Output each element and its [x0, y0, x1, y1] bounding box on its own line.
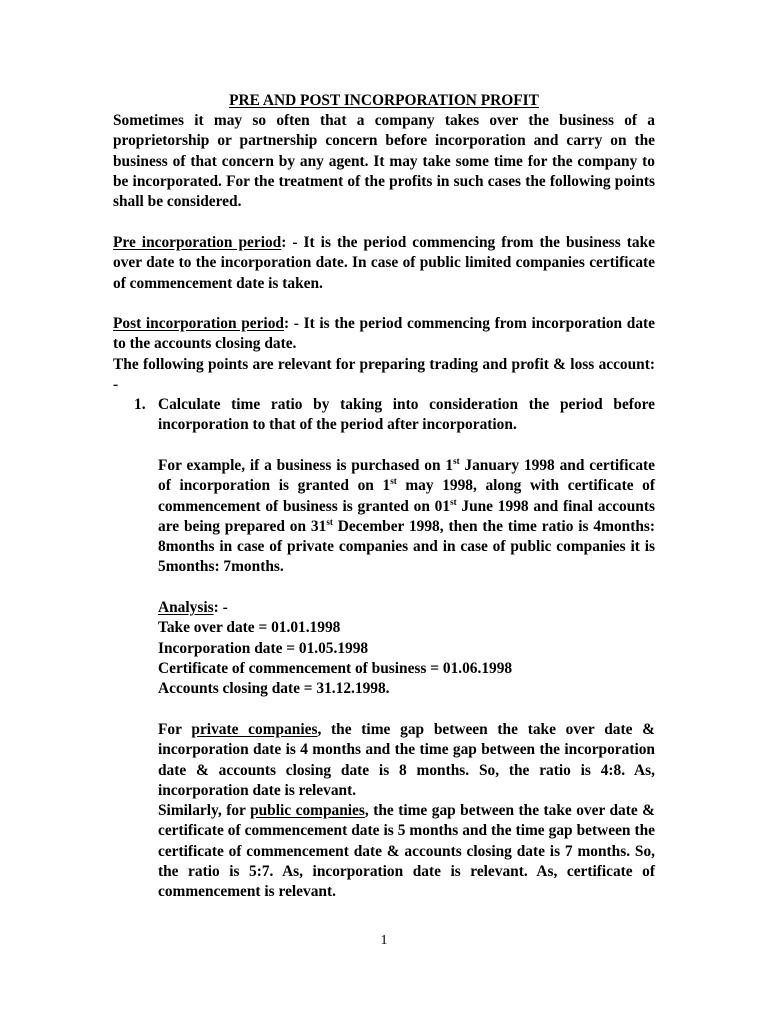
relevant-points-intro — [113, 355, 655, 396]
analysis-take-over: Take over date = 01.01.1998 — [158, 619, 341, 637]
private-text: , the time gap between the take over date & incorporation date is 4 months and the time gap between the incorporation date & accounts closing date is 8 months. So, the ratio is 4:8. As, incorporation date is relevant. — [158, 721, 655, 799]
post-period-definition: : - It is the period commencing from incorporation date to the accounts closing date. — [113, 315, 655, 353]
ordinal-suffix: st — [390, 476, 397, 487]
public-lead: Similarly, for — [158, 802, 251, 819]
point-1-paragraph — [158, 395, 655, 436]
example-text-5: December 1998, then the time ratio is 4months: 8months in case of private companies and in case of public companies it is 5months: 7months. — [158, 517, 655, 576]
intro-text: Sometimes it may so often that a company takes over the business of a proprietorship or partnership concern before incorporation and carry on the business of that concern by any agent. It may take some time for the company to be incorporated. For the treatment of the profits in such cases the following points shall be considered. — [113, 112, 655, 211]
private-lead: For — [158, 721, 192, 738]
analysis-incorporation: Incorporation date = 01.05.1998 — [158, 639, 369, 657]
private-companies-paragraph — [158, 720, 655, 801]
analysis-heading-text: Analysis — [158, 599, 214, 616]
ordinal-suffix: st — [453, 456, 460, 466]
intro-paragraph — [113, 111, 655, 212]
pre-period-term: Pre incorporation period — [113, 234, 282, 251]
example-text-4: June 1998 and final accounts are being prepared on 31 — [158, 497, 655, 535]
title-text: PRE AND POST INCORPORATION PROFIT — [229, 92, 539, 109]
ordinal-suffix: st — [326, 516, 333, 527]
private-term: private companies — [191, 721, 318, 738]
example-paragraph — [158, 456, 655, 578]
public-companies-paragraph — [158, 801, 655, 902]
analysis-commencement: Certificate of commencement of business = 01.06.1998 — [158, 659, 513, 677]
list-number: 1. — [134, 396, 146, 413]
page-title — [0, 91, 768, 111]
relevant-points-text: The following points are relevant for preparing trading and profit & loss account: - — [113, 356, 655, 394]
page-number: 1 — [380, 933, 388, 948]
pre-period-definition: : - It is the period commencing from the business take over date to the incorporation date. In case of public limited companies certificate of commencement date is taken. — [113, 234, 655, 292]
analysis-heading — [158, 598, 655, 618]
public-term: public companies — [250, 802, 365, 819]
example-text-3: may 1998, along with certificate of commencement of business is granted on 01 — [158, 477, 655, 515]
analysis-closing: Accounts closing date = 31.12.1998. — [158, 680, 390, 698]
post-incorporation-paragraph — [113, 314, 655, 355]
analysis-block — [158, 598, 655, 699]
post-period-term: Post incorporation period — [113, 315, 284, 332]
ordinal-suffix: st — [450, 496, 457, 507]
point-1-text: Calculate time ratio by taking into consideration the period before incorporation to that of the period after incorporation. — [158, 396, 655, 434]
pre-incorporation-paragraph — [113, 233, 655, 294]
example-text-2: January 1998 and certificate of incorporation is granted on 1 — [158, 457, 655, 495]
public-text: , the time gap between the take over date & certificate of commencement date is 5 months and the time gap between the certificate of commencement date & accounts closing date is 7 months. So, the ratio is 5:7. As, incorporation date is relevant. As, certificate of commencement is relevant. — [158, 802, 655, 901]
analysis-heading-suffix: : - — [213, 599, 228, 616]
example-text-1: For example, if a business is purchased on 1 — [158, 457, 454, 474]
